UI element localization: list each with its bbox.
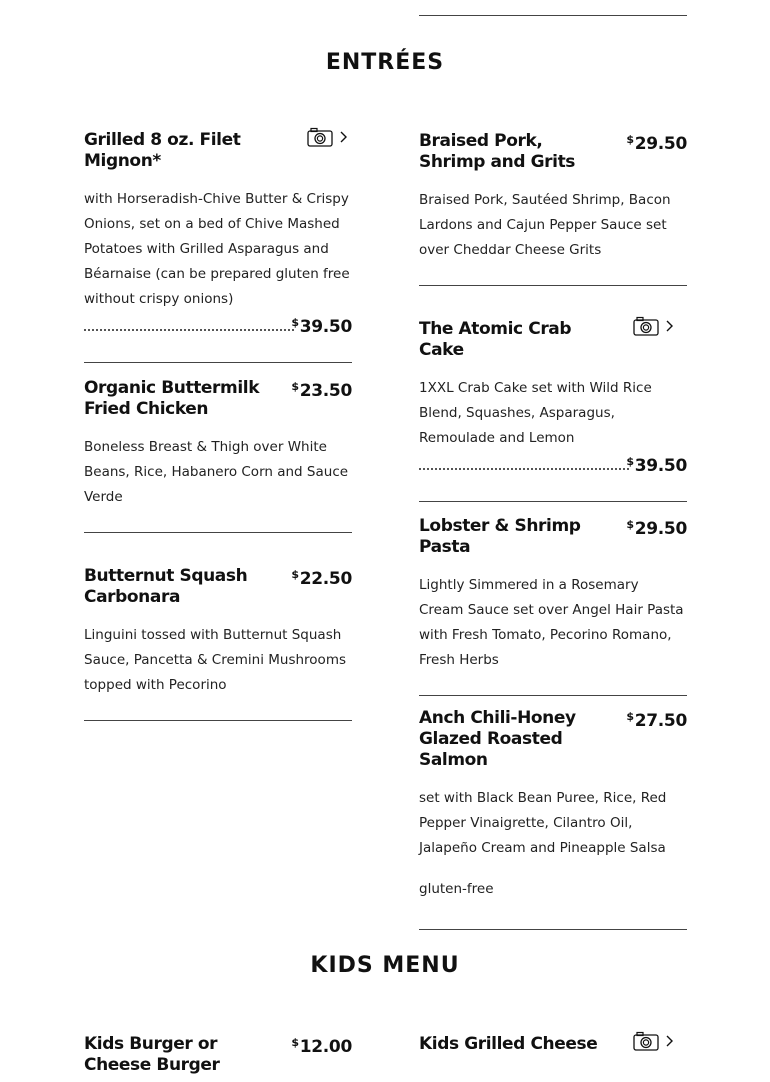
section-title-entrees: ENTRÉES [325,50,445,75]
dietary-note: gluten-free [419,881,494,897]
item-description: set with Black Bean Puree, Rice, Red Pepper Vinaigrette, Cilantro Oil, Jalapeño Cream and Pineapple Salsa [419,790,667,856]
menu-item-kids-grilled-cheese[interactable] [419,1034,687,1058]
item-divider [84,532,352,533]
item-divider [419,285,687,286]
menu-item-fried-chicken[interactable] [84,378,352,533]
menu-item-atomic-crab-cake[interactable] [419,319,687,502]
item-name: The Atomic Crab Cake [419,319,572,360]
item-name: Lobster & Shrimp Pasta [419,516,581,557]
menu-item-glazed-salmon[interactable] [419,708,687,930]
dot-leader [84,329,294,331]
chevron-right-icon [663,1033,675,1049]
camera-icon [633,1031,659,1051]
item-price: $23.50 [291,380,352,401]
item-name: Braised Pork, Shrimp and Grits [419,131,576,172]
chevron-right-icon [663,318,675,334]
item-description: Linguini tossed with Butternut Squash Sauce, Pancetta & Cremini Mushrooms topped with Pecorino [84,627,347,693]
camera-icon [633,316,659,336]
camera-icon [307,127,333,147]
item-divider [419,501,687,502]
dot-leader [419,468,629,470]
photo-button[interactable] [307,127,349,147]
item-description: 1XXL Crab Cake set with Wild Rice Blend, Squashes, Asparagus, Remoulade and Lemon [419,380,652,446]
price-leader [419,455,687,479]
item-name: Grilled 8 oz. Filet Mignon* [84,130,241,171]
item-price: $12.00 [291,1036,352,1057]
item-price: $27.50 [626,710,687,731]
item-name: Anch Chili-Honey Glazed Roasted Salmon [419,708,576,770]
menu-item-kids-burger[interactable] [84,1034,352,1076]
item-description: Lightly Simmered in a Rosemary Cream Sauce set over Angel Hair Pasta with Fresh Tomato, Pecorino Romano, Fresh Herbs [419,577,684,668]
item-name: Kids Grilled Cheese [419,1034,598,1054]
item-price: $22.50 [291,568,352,589]
item-name: Kids Burger or Cheese Burger [84,1034,220,1075]
menu-item-filet-mignon[interactable] [84,130,352,363]
item-price: $39.50 [626,455,687,476]
menu-item-squash-carbonara[interactable] [84,566,352,721]
item-divider [84,720,352,721]
item-price: $29.50 [626,133,687,154]
photo-button[interactable] [633,316,675,336]
item-description: Boneless Breast & Thigh over White Beans, Rice, Habanero Corn and Sauce Verde [84,439,349,505]
section-title-kids-menu: KIDS MENU [310,953,460,978]
menu-item-braised-pork[interactable] [419,131,687,286]
item-divider [419,929,687,930]
chevron-right-icon [337,129,349,145]
top-divider [419,15,687,16]
item-price: $39.50 [291,316,352,337]
price-leader [84,316,352,340]
item-price: $29.50 [626,518,687,539]
item-description: Braised Pork, Sautéed Shrimp, Bacon Lardons and Cajun Pepper Sauce set over Cheddar Cheese Grits [419,192,671,258]
item-name: Organic Buttermilk Fried Chicken [84,378,260,419]
item-divider [84,362,352,363]
menu-item-lobster-shrimp-pasta[interactable] [419,516,687,696]
item-name: Butternut Squash Carbonara [84,566,248,607]
photo-button[interactable] [633,1031,675,1051]
item-description: with Horseradish-Chive Butter & Crispy Onions, set on a bed of Chive Mashed Potatoes with Grilled Asparagus and Béarnaise (can be prepared gluten free without crispy onions) [84,191,350,307]
item-divider [419,695,687,696]
